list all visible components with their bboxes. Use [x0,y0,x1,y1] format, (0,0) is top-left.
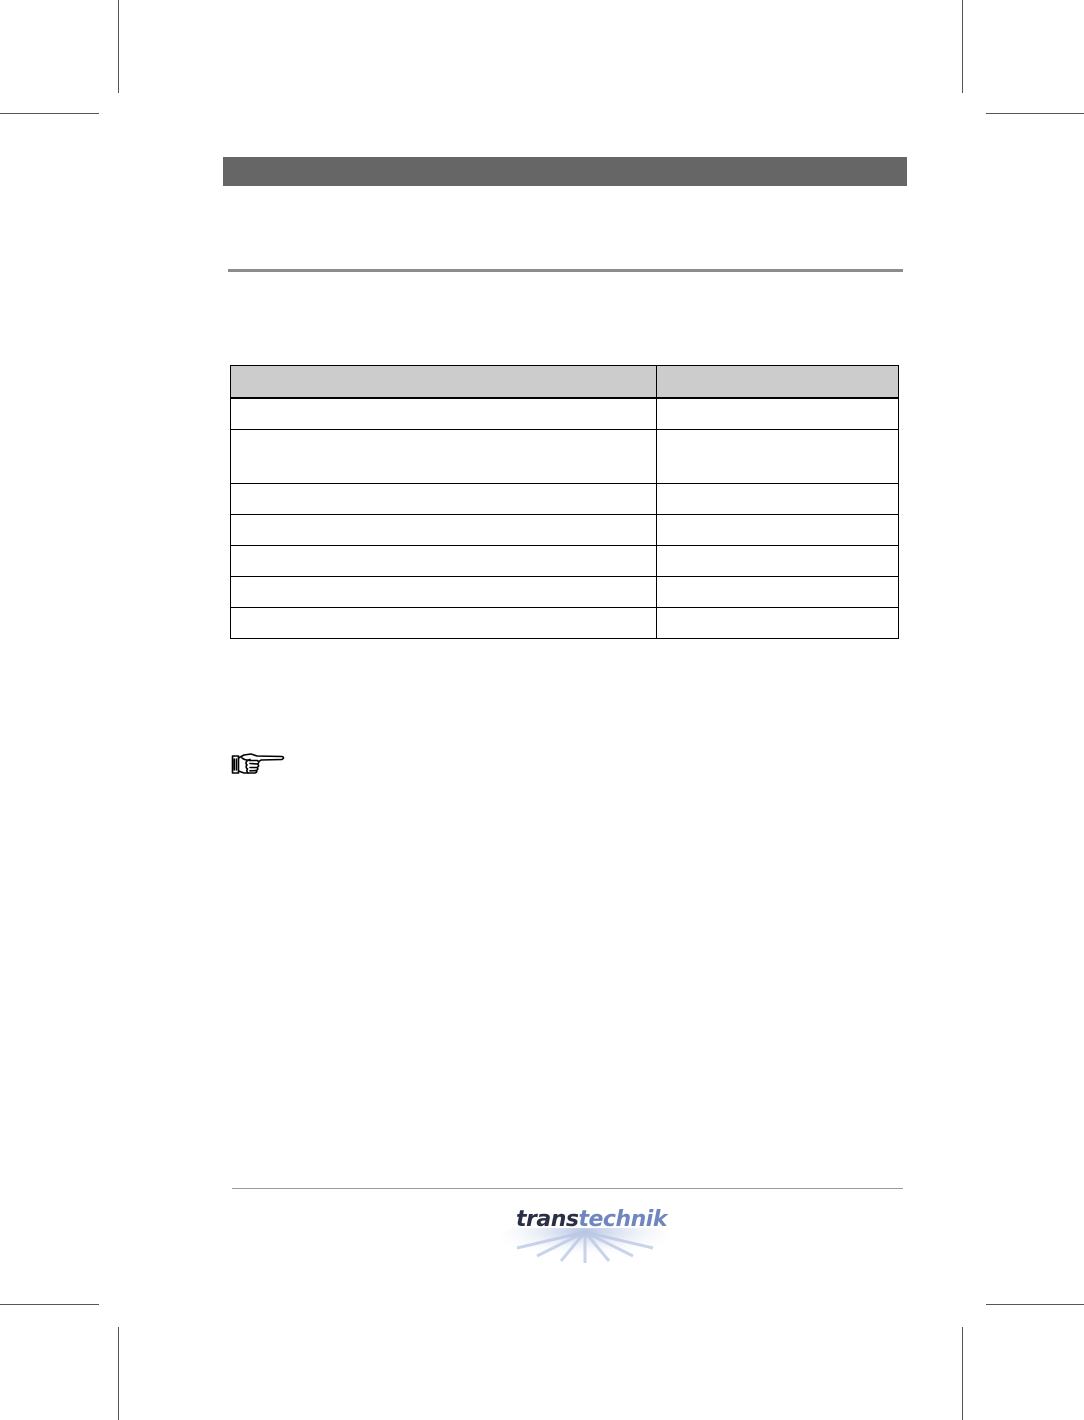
crop-mark-bottom-left-horizontal [0,1304,99,1305]
chapter-header-bar [223,157,907,186]
crop-mark-bottom-right-horizontal [986,1304,1084,1305]
section-divider [228,269,903,272]
table-row [231,577,899,608]
logo-wordmark-part1: trans [516,1207,579,1232]
table-cell [231,398,657,430]
table-row [231,484,899,515]
table-row [231,430,899,484]
logo-rays-graphic [497,1228,673,1264]
table-cell [657,608,899,639]
table-cell [657,398,899,430]
table-row [231,608,899,639]
table-header-cell [231,366,657,399]
table-header-row [231,366,899,399]
table-cell [231,515,657,546]
table-cell [657,546,899,577]
logo-wordmark-part2: technik [578,1207,667,1232]
table-cell [657,577,899,608]
crop-mark-top-left-vertical [118,0,119,93]
table-row [231,398,899,430]
table-cell [231,577,657,608]
table-cell [231,484,657,515]
table-cell [231,430,657,484]
pointing-hand-icon [231,751,287,777]
table-cell [231,546,657,577]
table-header-cell [657,366,899,399]
crop-mark-top-right-horizontal [986,113,1084,114]
table-row [231,546,899,577]
table-cell [657,430,899,484]
company-logo [497,1204,673,1264]
crop-mark-top-left-horizontal [0,113,99,114]
crop-mark-bottom-left-vertical [118,1327,119,1420]
table-cell [657,484,899,515]
crop-mark-top-right-vertical [962,0,963,93]
table-cell [231,608,657,639]
footer-divider [232,1188,903,1189]
table-cell [657,515,899,546]
spec-table [230,365,899,639]
table-row [231,515,899,546]
crop-mark-bottom-right-vertical [962,1327,963,1420]
